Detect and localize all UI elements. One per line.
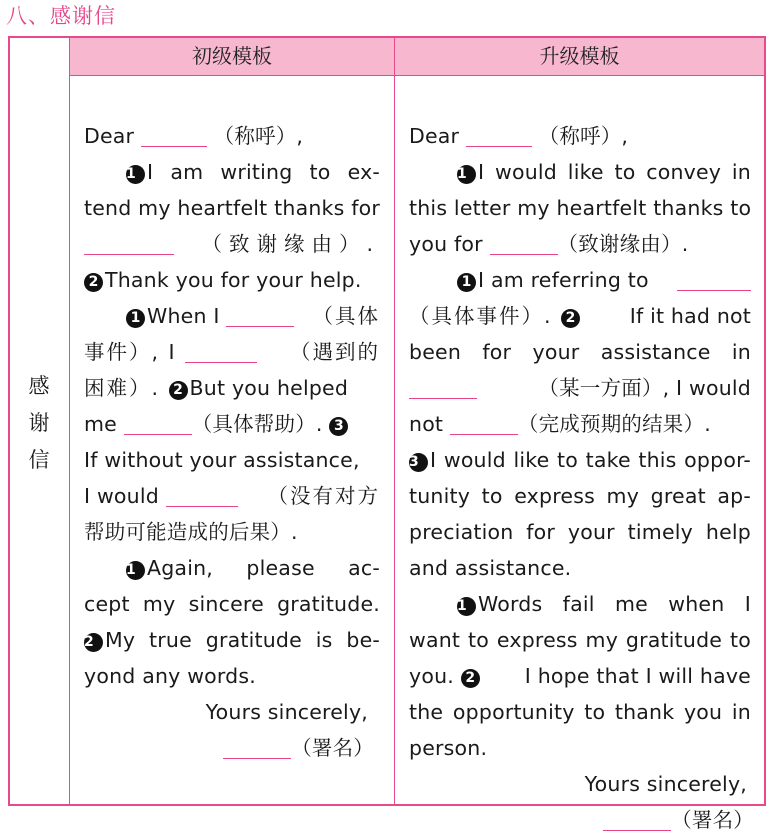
fill-blank [603, 808, 671, 831]
text-line: 1 Words fail me when I [457, 592, 751, 616]
text-line: （具体事件）. 2 If it had not [409, 304, 751, 328]
number-badge: 1 [126, 561, 145, 580]
text-line: 帮助可能造成的后果）. [84, 520, 298, 544]
number-badge: 3 [409, 453, 428, 472]
fill-blank [409, 376, 477, 399]
text-line: 3 I would like to take this oppor- [409, 448, 751, 472]
text-line: tunity to express my great ap- [409, 484, 751, 508]
text-line: person. [409, 736, 488, 760]
text-line: Dear （称呼）, [84, 124, 304, 148]
signature-line: （署名） [84, 730, 374, 766]
number-badge: 1 [457, 273, 476, 292]
text-line: （某一方面）, I would [409, 370, 751, 406]
row-label-char: 谢 [28, 411, 50, 435]
row-label [10, 368, 68, 479]
text-line: and assistance. [409, 556, 572, 580]
fill-blank [677, 268, 751, 291]
fill-blank [84, 232, 174, 255]
closing-line: Yours sincerely, [205, 700, 368, 724]
text-line: cept my sincere gratitude. [84, 592, 380, 616]
text-line: yond any words. [84, 664, 256, 688]
number-badge: 2 [461, 669, 480, 688]
text-line: been for your assistance in [409, 340, 751, 364]
text-line: 1 Again, please ac- [126, 556, 380, 580]
text-line: If without your assistance, [84, 448, 360, 472]
text-line: me （具体帮助）. 3 [84, 406, 380, 442]
text-line: the opportunity to thank you in [409, 700, 751, 724]
advanced-template-column [395, 76, 764, 832]
text-line: I would （没有对方 [84, 484, 380, 508]
text-line: preciation for your timely help [409, 520, 751, 544]
number-badge: 2 [169, 381, 188, 400]
text-line: you. 2 I hope that I will have [409, 664, 751, 688]
text-line: （致谢缘由）. [84, 226, 380, 262]
template-table [8, 36, 766, 832]
text-line: this letter my heartfelt thanks to [409, 196, 752, 220]
text-line: 1 I would like to convey in [457, 160, 751, 184]
fill-blank [185, 340, 257, 363]
row-label-char: 感 [28, 374, 50, 398]
text-line: 1 I am writing to ex- [126, 160, 380, 184]
number-badge: 2 [561, 309, 580, 328]
text-line: not （完成预期的结果）. [409, 412, 711, 436]
header-basic: 初级模板 [70, 38, 395, 76]
number-badge: 1 [457, 597, 476, 616]
fill-blank [166, 484, 238, 507]
fill-blank [450, 412, 518, 435]
header-advanced: 升级模板 [395, 38, 764, 76]
section-title: 八、感谢信 [6, 4, 116, 28]
number-badge: 2 [84, 633, 103, 652]
closing-line: Yours sincerely, [584, 772, 747, 796]
fill-blank [226, 304, 294, 327]
number-badge: 3 [329, 417, 348, 436]
text-line: 困难）. 2 But you helped [84, 376, 349, 400]
text-line: 2 Thank you for your help. [84, 262, 362, 298]
text-line: Dear （称呼）, [409, 124, 629, 148]
fill-blank [124, 412, 192, 435]
fill-blank [466, 124, 532, 147]
basic-template-column [70, 76, 395, 804]
text-line: tend my heartfelt thanks for [84, 196, 380, 220]
fill-blank [490, 232, 558, 255]
fill-blank [141, 124, 207, 147]
text-line: 事件）, I （遇到的 [84, 340, 380, 364]
text-line: want to express my gratitude to [409, 628, 751, 652]
text-line: 1 When I （具体 [84, 298, 380, 334]
text-line: 2 My true gratitude is be- [84, 628, 380, 652]
number-badge: 1 [457, 165, 476, 184]
number-badge: 1 [126, 165, 145, 184]
number-badge: 2 [84, 273, 103, 292]
fill-blank [223, 736, 291, 759]
row-header [10, 38, 70, 804]
text-line: you for （致谢缘由）. [409, 232, 689, 256]
number-badge: 1 [126, 309, 145, 328]
row-label-char: 信 [28, 448, 50, 472]
signature-line: （署名） [409, 802, 754, 838]
text-line: 1 I am referring to [409, 262, 751, 298]
